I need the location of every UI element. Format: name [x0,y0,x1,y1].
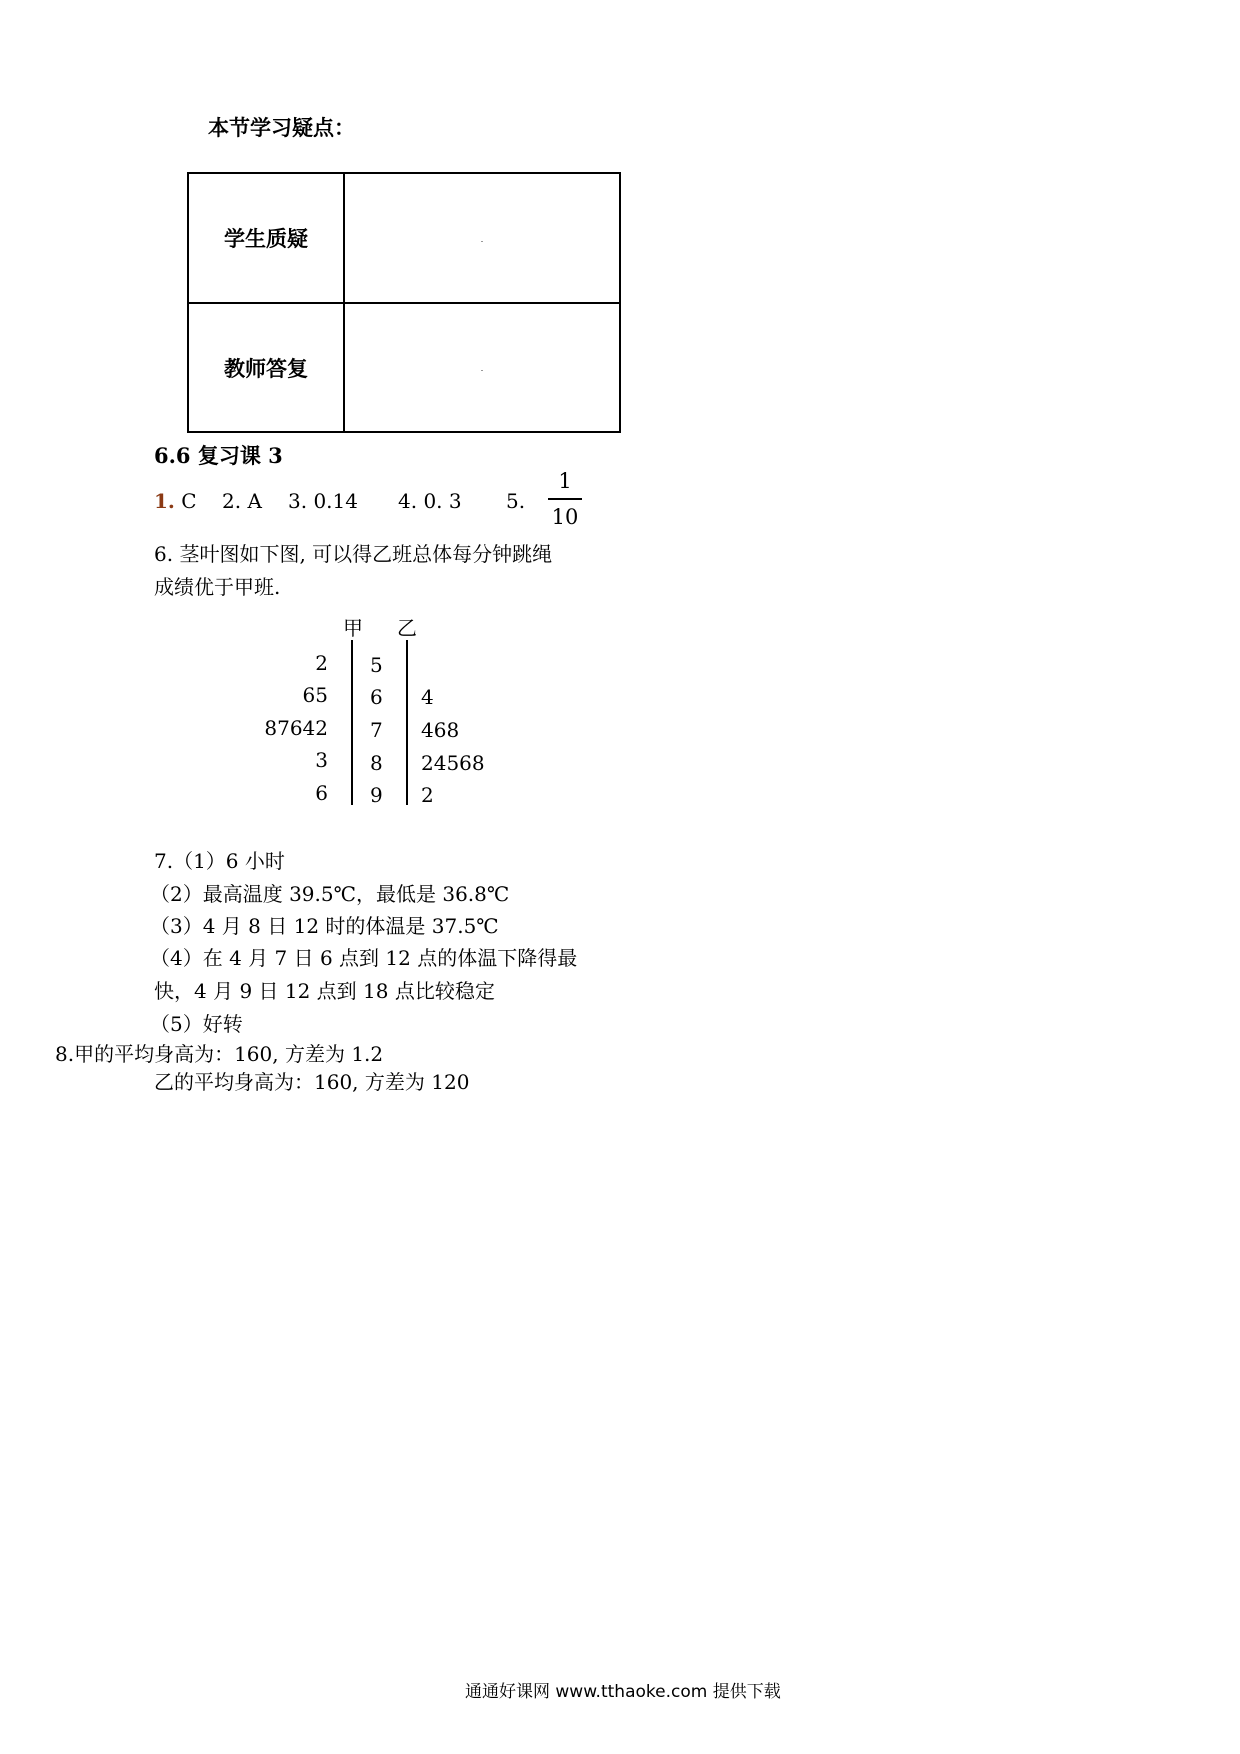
q7-line-2: （2）最高温度 39.5℃，最低是 36.8℃ [150,882,510,906]
fraction-numerator: 1 [558,469,572,493]
doubts-row-teacher [188,303,620,432]
q6-line-1: 6. 茎叶图如下图, 可以得乙班总体每分钟跳绳 [154,542,553,566]
stem-row-2: 6 [370,685,383,709]
q7-line-6: （5）好转 [150,1012,243,1036]
q6-line-2: 成绩优于甲班. [154,575,281,599]
doubts-table [187,172,621,433]
stem-divider-left [351,640,353,805]
answer-4: 4. 0. 3 [398,489,462,513]
teacher-answer-label: 教师答复 [188,303,344,432]
answer-1-number: 1. [154,489,175,513]
leaf-left-row-3: 87642 [264,716,328,740]
doubts-title: 本节学习疑点： [208,115,355,140]
q7-line-5: 快，4 月 9 日 12 点到 18 点比较稳定 [154,979,495,1003]
stem-divider-right [406,640,408,805]
answer-3: 3. 0.14 [288,489,358,513]
q7-line-4: （4）在 4 月 7 日 6 点到 12 点的体温下降得最 [150,946,578,970]
leaf-left-row-1: 2 [315,651,328,675]
q7-line-1: 7.（1）6 小时 [154,849,285,873]
fraction-denominator: 10 [551,504,579,529]
q8-line-2: 乙的平均身高为：160, 方差为 120 [154,1070,470,1094]
answer-1-value: C [174,489,197,513]
answer-5-label: 5. [506,489,526,513]
leaf-right-row-5: 2 [421,783,434,807]
answer-5-fraction [548,466,582,532]
answer-1 [154,489,197,513]
section-title: 6.6 复习课 3 [154,443,283,468]
leaf-left-row-5: 6 [315,781,328,805]
q7-line-3: （3）4 月 8 日 12 时的体温是 37.5℃ [150,914,499,938]
student-question-label: 学生质疑 [188,173,344,303]
stem-leaf-header-right: 乙 [397,616,417,640]
student-question-cell [344,173,620,303]
page-footer: 通通好课网 www.tthaoke.com 提供下载 [465,1682,781,1702]
stem-row-3: 7 [370,718,383,742]
stem-row-5: 9 [370,783,383,807]
leaf-right-row-2: 4 [421,685,434,709]
fraction-bar [548,498,582,500]
answer-2: 2. A [222,489,262,513]
doubts-row-student [188,173,620,303]
teacher-answer-cell [344,303,620,432]
stem-row-1: 5 [370,653,383,677]
q8-line-1: 8.甲的平均身高为：160, 方差为 1.2 [55,1042,384,1066]
leaf-right-row-3: 468 [421,718,460,742]
leaf-right-row-4: 24568 [421,751,485,775]
stem-leaf-header-left: 甲 [343,616,363,640]
leaf-left-row-2: 65 [302,683,328,707]
stem-row-4: 8 [370,751,383,775]
leaf-left-row-4: 3 [315,748,328,772]
